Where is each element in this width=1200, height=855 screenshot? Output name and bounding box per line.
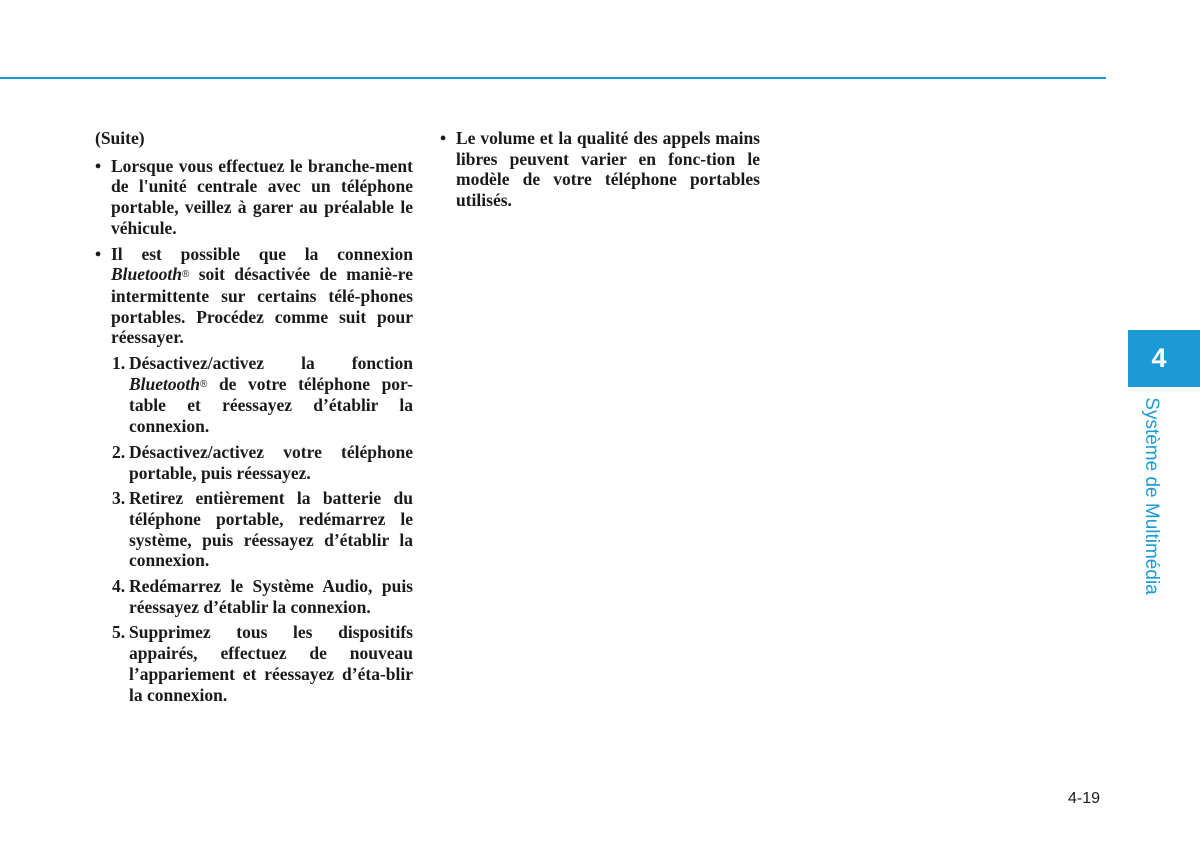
step-text: Redémarrez le Système Audio, puis réessayez d’établir la connexion.	[129, 576, 413, 617]
step-item-2	[95, 442, 413, 483]
chapter-title: Système de Multimédia	[1141, 397, 1162, 595]
bullet-item	[95, 156, 413, 239]
step-text: Supprimez tous les dispositifs appairés, effectuez de nouveau l’appariement et réessayez d’éta-blir la connexion.	[129, 622, 413, 705]
bullet-text: Il est possible que la connexion	[111, 243, 413, 264]
chapter-number-tab	[1128, 330, 1200, 387]
bullet-icon: •	[95, 155, 102, 176]
page-number: 4-19	[1068, 790, 1101, 807]
left-column	[95, 128, 413, 710]
step-item-5	[95, 622, 413, 705]
step-number: 2.	[112, 441, 126, 462]
step-number: 1.	[112, 353, 126, 374]
bullet-item	[440, 128, 760, 211]
bluetooth-brand: Bluetooth	[111, 264, 182, 285]
step-text: Désactivez/activez votre téléphone portable, puis réessayez.	[129, 441, 413, 483]
step-number: 3.	[112, 488, 126, 509]
bullet-text: Lorsque vous effectuez le branche-ment de l'unité centrale avec un téléphone portable, veillez à garer au préalable le véhicule.	[111, 155, 413, 238]
chapter-number: 4	[1151, 343, 1167, 373]
step-text: de votre téléphone por-table et réessayez d’établir la connexion.	[129, 373, 414, 437]
bullet-text: Le volume et la qualité des appels mains libres peuvent varier en fonc-tion le modèle de votre téléphone portables utilisés.	[456, 128, 760, 211]
registered-mark: ®	[200, 378, 208, 390]
bullet-icon: •	[440, 128, 447, 148]
step-text: Désactivez/activez la fonction	[129, 353, 413, 374]
bluetooth-brand: Bluetooth	[129, 373, 200, 394]
right-column	[440, 128, 760, 216]
bullet-text: soit désactivée de maniè-re intermittente sur certains télé-phones portables. Procédez comme suit pour réessayer.	[111, 264, 414, 348]
step-text: Retirez entièrement la batterie du téléphone portable, redémarrez le système, puis réessayez d’établir la connexion.	[129, 488, 413, 571]
step-number: 5.	[112, 622, 126, 643]
step-item-1	[95, 353, 413, 437]
step-item-4	[95, 576, 413, 617]
continued-label: (Suite)	[95, 128, 145, 148]
step-item-3	[95, 488, 413, 571]
bullet-item	[95, 244, 413, 349]
registered-mark: ®	[182, 269, 190, 281]
bullet-icon: •	[95, 243, 102, 264]
header-rule	[0, 77, 1106, 79]
step-number: 4.	[112, 576, 126, 597]
